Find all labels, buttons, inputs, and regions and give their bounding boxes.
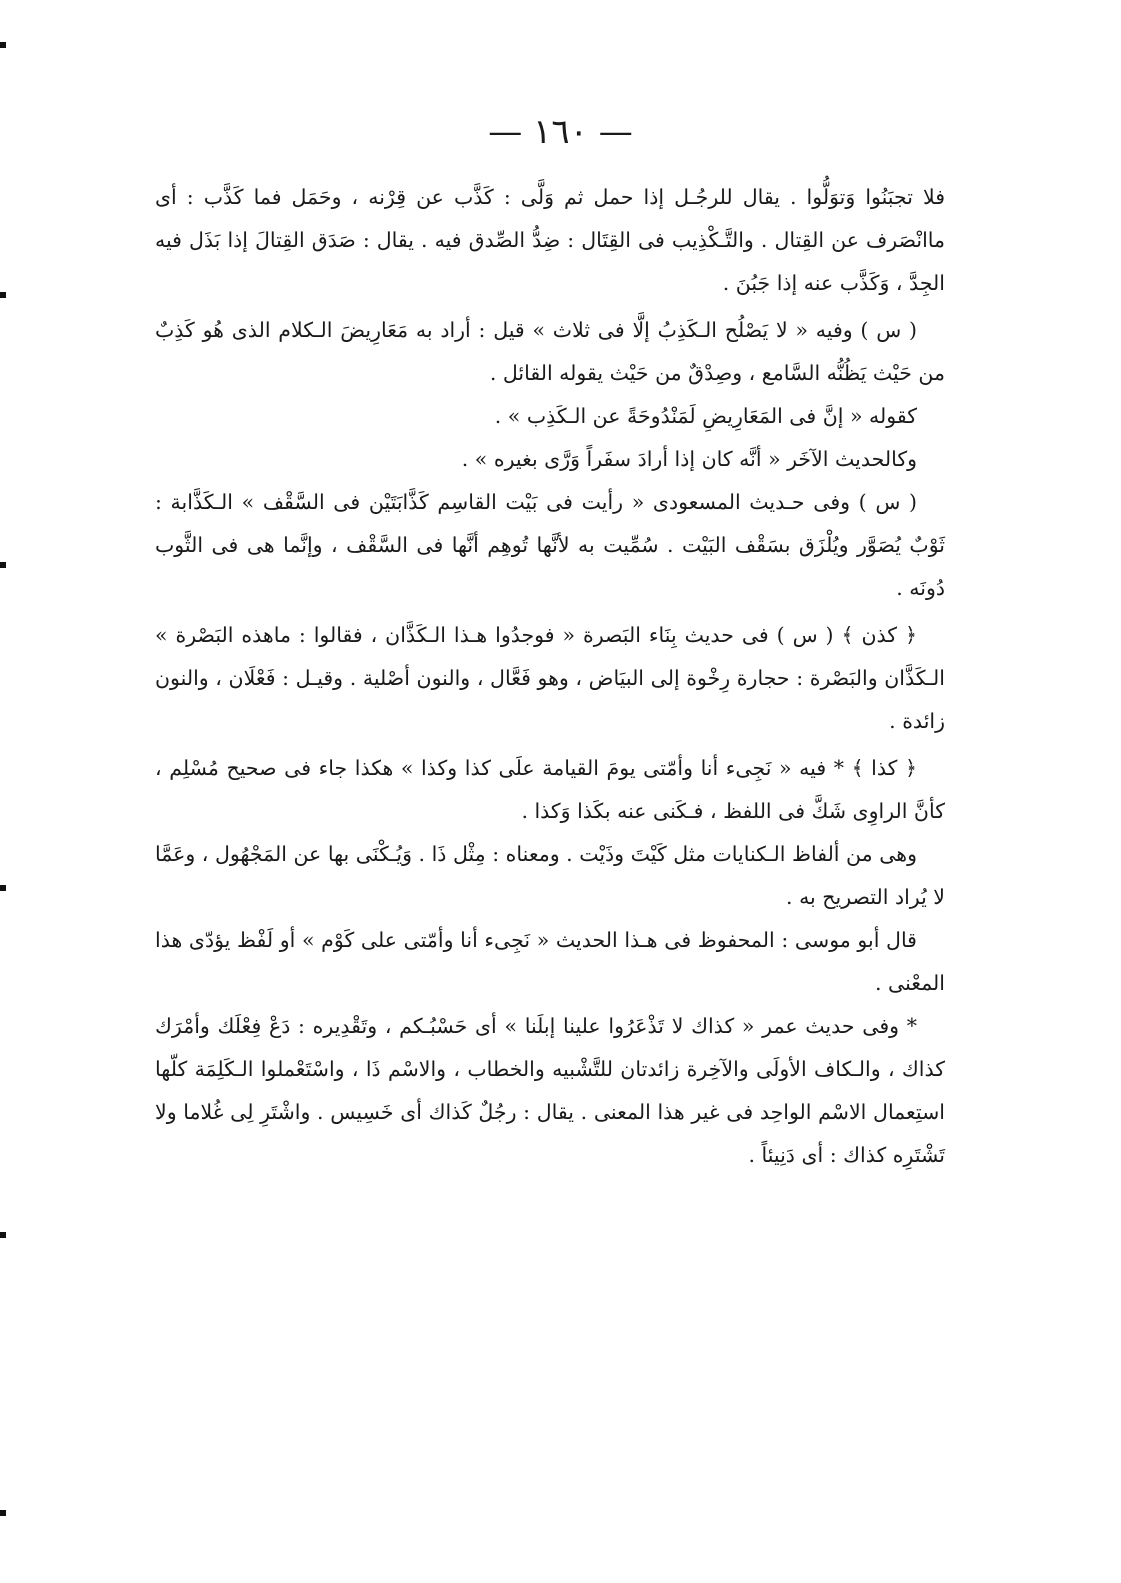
page-number: — ١٦٠ —	[488, 112, 633, 152]
edge-mark	[0, 1232, 6, 1238]
paragraph-3: كقوله « إنَّ فى المَعَارِيضِ لَمَنْدُوحَةً عن الـكَذِب » .	[494, 404, 917, 428]
paragraph-2: ( س ) وفيه « لا يَصْلُح الـكَذِبُ إلَّا فى ثلاث » قيل : أراد به مَعَارِيضَ الـكلام الذى هُو كَذِبٌ من حَيْث يَظُنُّه السَّامع ، وصِدْقٌ من حَيْث يقوله القائل .	[155, 318, 945, 385]
paragraph-1: فلا تجبَنُوا وَتوَلُّوا . يقال للرجُـل إذا حمل ثم وَلَّى : كَذَّب عن قِرْنه ، وحَمَل فما كَذَّب : أى ماانْصَرف عن القِتال . والتَّـكْذِيب فى القِتَال : ضِدُّ الصِّدق فيه . يقال : صَدَق القِتالَ إذا بَذَل فيه الجِدَّ ، وَكَذَّب عنه إذا جَبُنَ .	[155, 185, 945, 295]
edge-mark	[0, 292, 6, 298]
paragraph-8: وهى من ألفاظ الـكنايات مثل كَيْتَ وذَيْت . ومعناه : مِثْل ذَا . وَيُـكْنَى بها عن المَجْهُول ، وعَمَّا لا يُراد التصريح به .	[155, 842, 945, 909]
edge-mark	[0, 562, 6, 568]
paragraph-7: ﴿ كذا ﴾ * فيه « نَجِىء أنا وأمّتى يومَ القيامة علَى كذا وكذا » هكذا جاء فى صحيح مُسْلِم ، كأنَّ الراوِى شَكَّ فى اللفظ ، فـكَنى عنه بكَذا وَكذا .	[155, 756, 945, 823]
main-text	[155, 176, 945, 1177]
edge-mark	[0, 1510, 6, 1516]
edge-mark	[0, 42, 6, 48]
paragraph-6: ﴿ كذن ﴾ ( س ) فى حديث بِنَاء البَصرة « فوجدُوا هـذا الـكَذَّان ، فقالوا : ماهذه البَصْرة » الـكَذَّان والبَصْرة : حجارة رِخْوة إلى البيَاض ، وهو فَعَّال ، والنون أصْلية . وقيـل : فَعْلَان ، والنون زائدة .	[155, 623, 945, 733]
paragraph-5: ( س ) وفى حـديث المسعودى « رأيت فى بَيْت القاسِم كَذَّابَتَيْن فى السَّقْف » الـكَذَّابة : ثَوْبٌ يُصَوَّر ويُلْزَق بسَقْف البَيْت . سُمِّيت به لأنَّها تُوهِم أنَّها فى السَّقْف ، وإنَّما هى فى الثَّوب دُونَه .	[155, 490, 945, 600]
paragraph-10: * وفى حديث عمر « كذاك لا تَذْعَرُوا علينا إبلَنا » أى حَسْبُـكم ، وتَقْدِيره : دَعْ فِعْلَك وأمْرَك كذاك ، والـكاف الأولَى والآخِرة زائدتان للتَّشْبيه والخطاب ، والاسْم ذَا ، واسْتَعْملوا الـكَلِمَة كلّها استِعمال الاسْم الواحِد فى غير هذا المعنى . يقال : رجُلٌ كَذاك أى خَسِيس . واشْتَرِ لِى غُلاما ولا تَشْتَرِه كذاك : أى دَنِيئاً .	[155, 1014, 945, 1167]
paragraph-4: وكالحديث الآخَر « أنَّه كان إذا أرادَ سفَراً وَرَّى بغيره » .	[461, 447, 917, 471]
paragraph-9: قال أبو موسى : المحفوظ فى هـذا الحديث « نَجِىء أنا وأمّتى على كَوْم » أو لَفْظ يؤدّى هذا المعْنى .	[155, 928, 945, 995]
edge-mark	[0, 885, 6, 891]
